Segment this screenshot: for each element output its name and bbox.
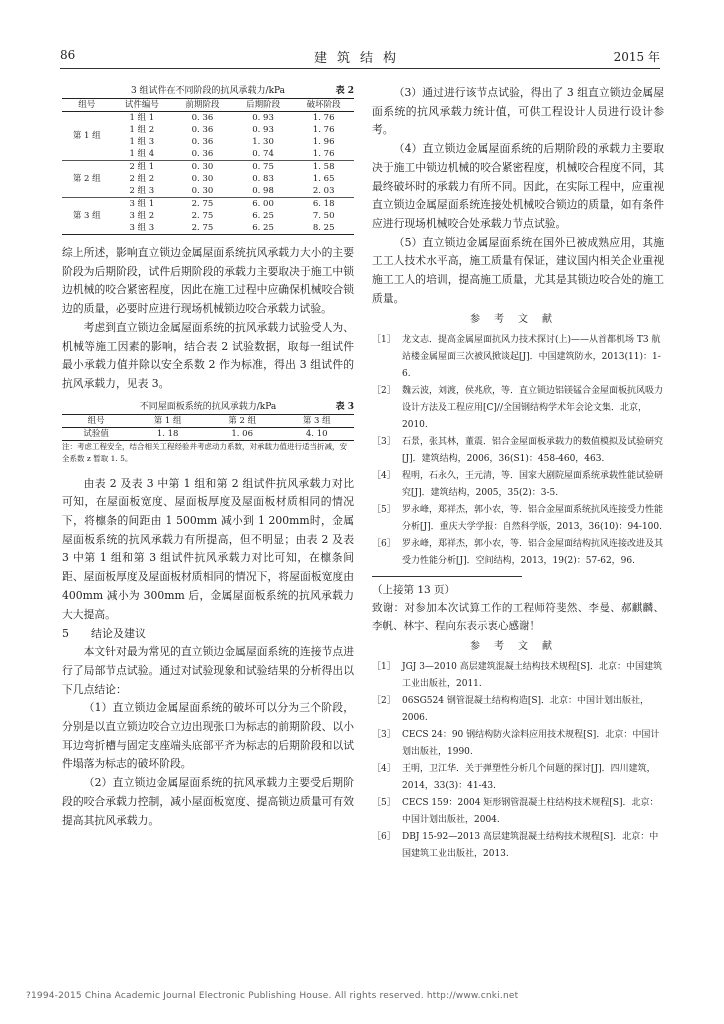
reference-number: ［3］ [372,437,396,448]
section-title: 结论及建议 [91,627,146,641]
table3-cell: 4. 10 [305,428,328,439]
paragraph-summary: 综上所述，影响直立锁边金属屋面系统抗风承载力大小的主要阶段为后期阶段，试件后期阶段的承载力主要取决于施工中锁边机械的咬合紧密程度，因此在施工过程中应确保机械咬合锁边的质量，必要时应进行现场机械锁边咬合承载力试验。 [62,246,354,316]
reference-item [372,332,664,383]
table2-cell: 0. 93 [252,113,274,123]
table3-col-header: 第 1 组 [153,415,182,426]
table2-cell: 1. 58 [312,162,335,172]
table2-col-header: 后期阶段 [246,100,281,110]
table2-cell: 1. 76 [312,125,335,135]
paragraph-conclusion-intro: 本文针对最为常见的直立锁边金属屋面系统的连接节点进行了局部节点试验。通过对试验现象和试验结果的分析得出以下几点结论： [62,645,354,696]
table2-cell: 1 组 1 [129,113,155,123]
continuation-separator [372,576,522,577]
reference-number: ［6］ [372,539,396,550]
reference-text: 程明，石永久，王元清，等．国家大剧院屋面系统承载性能试验研究[J]．建筑结构，2005，35(2)：3-5. [402,471,664,499]
header-rule [60,68,660,69]
table2-cell: 2 组 2 [129,174,155,184]
section-number: 5 [62,627,69,641]
table2-cell: 2. 75 [191,199,214,209]
table2-cell: 1. 76 [312,113,335,123]
table2-cell: 7. 50 [312,211,335,221]
paragraph-standard: 考虑到直立锁边金属屋面系统的抗风承载力试验受人为、机械等施工因素的影响，结合表 2 试验数据，取每一组试件最小承载力值并除以安全系数 2 作为标准，得出 3 组试件的抗风承载力，见表 3。 [62,320,354,390]
table3-cell: 1. 06 [231,428,253,439]
conclusion-1: （1）直立锁边金属屋面系统的破坏可以分为三个阶段，分别是以直立锁边咬合立边出现张口为标志的前期阶段、以小耳边弯折槽与固定支座端头底部平齐为标志的后期阶段和以试件塌落为标志的破坏阶段。 [62,701,354,771]
table2-cell: 6. 25 [252,223,274,233]
section-heading [62,624,354,643]
table2-cell: 0. 30 [191,174,214,184]
reference-text: 石景，张其林，董震．铝合金屋面板承载力的数值模拟及试验研究[J]．建筑结构，2006，36(S1)：458-460，463. [402,437,664,465]
reference-item [372,659,664,693]
reference-number: ［5］ [372,505,396,516]
reference-number: ［4］ [372,764,396,775]
table2-body [62,112,354,235]
page-header [60,46,660,66]
page-number: 86 [60,48,76,62]
reference-number: ［3］ [372,730,396,741]
table3-cell: 1. 18 [156,428,179,439]
reference-number: ［5］ [372,798,396,809]
left-column [62,84,354,830]
reference-text: 王明，卫江华．关于弹塑性分析几个问题的探讨[J]．四川建筑，2014，33(3)：41-43. [402,764,656,792]
table2-cell: 0. 36 [191,125,214,135]
table2-cell: 1. 30 [252,137,274,147]
table2-cell: 1 组 4 [129,149,155,159]
table2-cell: 6. 25 [252,211,274,221]
reference-item [372,468,664,502]
table2-cell: 3 组 2 [129,211,155,221]
table2-col-header: 破坏阶段 [306,100,341,110]
table2-row [62,161,354,174]
table2-cell: 8. 25 [312,223,335,233]
table2-group-label: 第 1 组 [72,131,101,141]
conclusion-5: （5）直立锁边金属屋面系统在国外已被成熟应用，其施工工人技术水平高，施工质量有保证，建议国内相关企业重视施工工人的培训，提高施工质量，尤其是其锁边咬合处的施工质量。 [372,235,664,305]
table2-cell: 3 组 1 [129,199,155,209]
table2-cell: 0. 75 [252,162,274,172]
table2-cell: 3 组 3 [129,223,155,233]
reference-item [372,536,664,570]
table2-cell: 0. 98 [252,186,274,196]
table2-cell: 2 组 1 [129,162,155,172]
copyright-footer: ?1994-2015 China Academic Journal Electronic Publishing House. All rights reserved. http://www.cnki.net [26,991,519,1001]
table2-cell: 2. 03 [312,186,335,196]
table3-col-header: 组号 [87,415,105,426]
journal-title: 建筑结构 [313,51,406,66]
table2-cell: 0. 30 [191,162,214,172]
reference-item [372,693,664,727]
reference-text: 龙文志．提高金属屋面抗风力技术探讨(上)——从首都机场 T3 航站楼金属屋面三次被风掀谈起[J]．中国建筑防水，2013(11)：1-6. [402,335,661,380]
reference-item [372,383,664,434]
table2-cell: 2 组 3 [129,186,155,196]
right-column [372,84,664,863]
table2-cell: 6. 18 [312,199,335,209]
reference-item [372,502,664,536]
references-heading-2: 参考文献 [470,641,566,653]
table2-cell: 1. 96 [312,137,335,147]
reference-list [372,332,664,570]
table2-col-header: 前期阶段 [185,100,220,110]
table3 [62,414,354,441]
table2-col-header: 试件编号 [124,100,159,110]
table2-group-label: 第 2 组 [72,174,101,184]
reference-text: CECS 159：2004 矩形钢管混凝土柱结构技术规程[S]．北京：中国计划出版社，2004. [402,798,659,826]
reference-number: ［1］ [372,662,396,673]
table3-col-header: 第 3 组 [302,415,331,426]
reference-item [372,829,664,863]
table3-header-row [62,414,354,427]
table2-row [62,198,354,211]
continued-from-label: （上接第 13 页） [372,584,456,597]
reference-number: ［4］ [372,471,396,482]
table2-cell: 0. 36 [191,149,214,159]
reference-text: 06SG524 钢管混凝土结构构造[S]．北京：中国计划出版社，2006. [402,696,650,724]
table3-col-header: 第 2 组 [228,415,257,426]
references-heading: 参考文献 [470,314,566,326]
reference-text: CECS 24：90 钢结构防火涂料应用技术规程[S]．北京：中国计划出版社，1990. [402,730,660,758]
table2-cell: 0. 30 [191,186,214,196]
reference-item [372,727,664,761]
acknowledgement: 致谢：对参加本次试算工作的工程师符斐然、李曼、郝麒麟、李帆、林宇、程向东表示衷心感谢！ [372,602,664,633]
table2-cell: 0. 36 [191,113,214,123]
table2-cell: 0. 93 [252,125,274,135]
reference-text: 罗永峰，郑祥杰，郭小农，等．铝合金屋面结构抗风连接改进及其受力性能分析[J]．空间结构，2013，19(2)：57-62，96. [402,539,664,567]
table3-caption [62,400,354,414]
reference-text: JGJ 3—2010 高层建筑混凝土结构技术规程[S]．北京：中国建筑工业出版社，2011. [402,662,662,690]
table3-cell: 试验值 [83,428,109,439]
issue-year: 2015 年 [613,50,660,64]
table2-cell: 2. 75 [191,211,214,221]
table2-number: 表 2 [335,86,354,96]
conclusion-4: （4）直立锁边金属屋面系统的后期阶段的承载力主要取决于施工中锁边机械的咬合紧密程度，机械咬合程度不同，其最终破坏时的承载力有所不同。因此，在实际工程中，应重视直立锁边金属屋面系统连接处机械咬合锁边的质量，如有条件应进行现场机械咬合处承载力节点试验。 [372,142,664,230]
table3-title: 不同屋面板系统的抗风承载力/kPa [139,401,277,412]
table2-cell: 1. 65 [312,174,335,184]
table2-cell: 1 组 3 [129,137,155,147]
table2-row [62,112,354,125]
reference-text: DBJ 15-92—2013 高层建筑混凝土结构技术规程[S]．北京：中国建筑工业出版社，2013. [402,832,659,860]
table3-note: 注：考虑工程安全，结合相关工程经验并考虑动力系数，对承载力值进行适当折减，安全系数 z 暂取 1. 5。 [62,441,347,463]
reference-number: ［2］ [372,386,396,397]
table2-cell: 1. 76 [312,149,335,159]
table2-title: 3 组试件在不同阶段的抗风承载力/kPa [130,86,286,96]
table2-cell: 0. 36 [191,137,214,147]
conclusion-3: （3）通过进行该节点试验，得出了 3 组直立锁边金属屋面系统的抗风承载力统计值，可供工程设计人员进行设计参考。 [372,86,664,137]
reference-item [372,795,664,829]
table2-cell: 0. 83 [252,174,274,184]
table2-cell: 2. 75 [191,223,214,233]
table2-col-header: 组号 [78,100,96,110]
table2-header-row [62,99,354,112]
table3-row [62,427,354,440]
table2-cell: 6. 00 [252,199,274,209]
table2-cell: 1 组 2 [129,125,155,135]
reference-text: 罗永峰，郑祥杰，郭小农，等．铝合金屋面系统抗风连接受力性能分析[J]．重庆大学学报：自然科学版，2013，36(10)：94-100. [402,505,664,533]
reference-number: ［6］ [372,832,396,843]
reference-text: 魏云波，刘渡，侯兆欣，等．直立锁边铝镁锰合金屋面板抗风吸力设计方法及工程应用[C]//全国钢结构学术年会论文集．北京，2010. [402,386,664,431]
table2 [62,98,354,235]
paragraph-comparison: 由表 2 及表 3 中第 1 组和第 2 组试件抗风承载力对比可知，在屋面板宽度、屋面板厚度及屋面板材质相同的情况下，将檩条的间距由 1 500mm 减小到 1 200mm时，金属屋面板系统的抗风承载力有所提高，但不明显；由表 2 及表 3 中第 1 组和第 3 组试件抗风承载力对比可知，在檩条间距、屋面板厚度及屋面板材质相同的情况下，将屋面板宽度由 400mm 减小为 300mm 后，金属屋面板系统的抗风承载力大大提高。 [62,476,354,621]
table2-cell: 0. 74 [252,149,274,159]
conclusion-2: （2）直立锁边金属屋面系统的抗风承载力主要受后期阶段的咬合承载力控制，减小屋面板宽度、提高锁边质量可有效提高其抗风承载力。 [62,776,354,827]
reference-list-2 [372,659,664,863]
table2-group-label: 第 3 组 [72,211,101,221]
reference-number: ［2］ [372,696,396,707]
reference-item [372,434,664,468]
table2-caption [62,84,354,98]
table3-number: 表 3 [335,401,354,412]
reference-number: ［1］ [372,335,396,346]
reference-item [372,761,664,795]
